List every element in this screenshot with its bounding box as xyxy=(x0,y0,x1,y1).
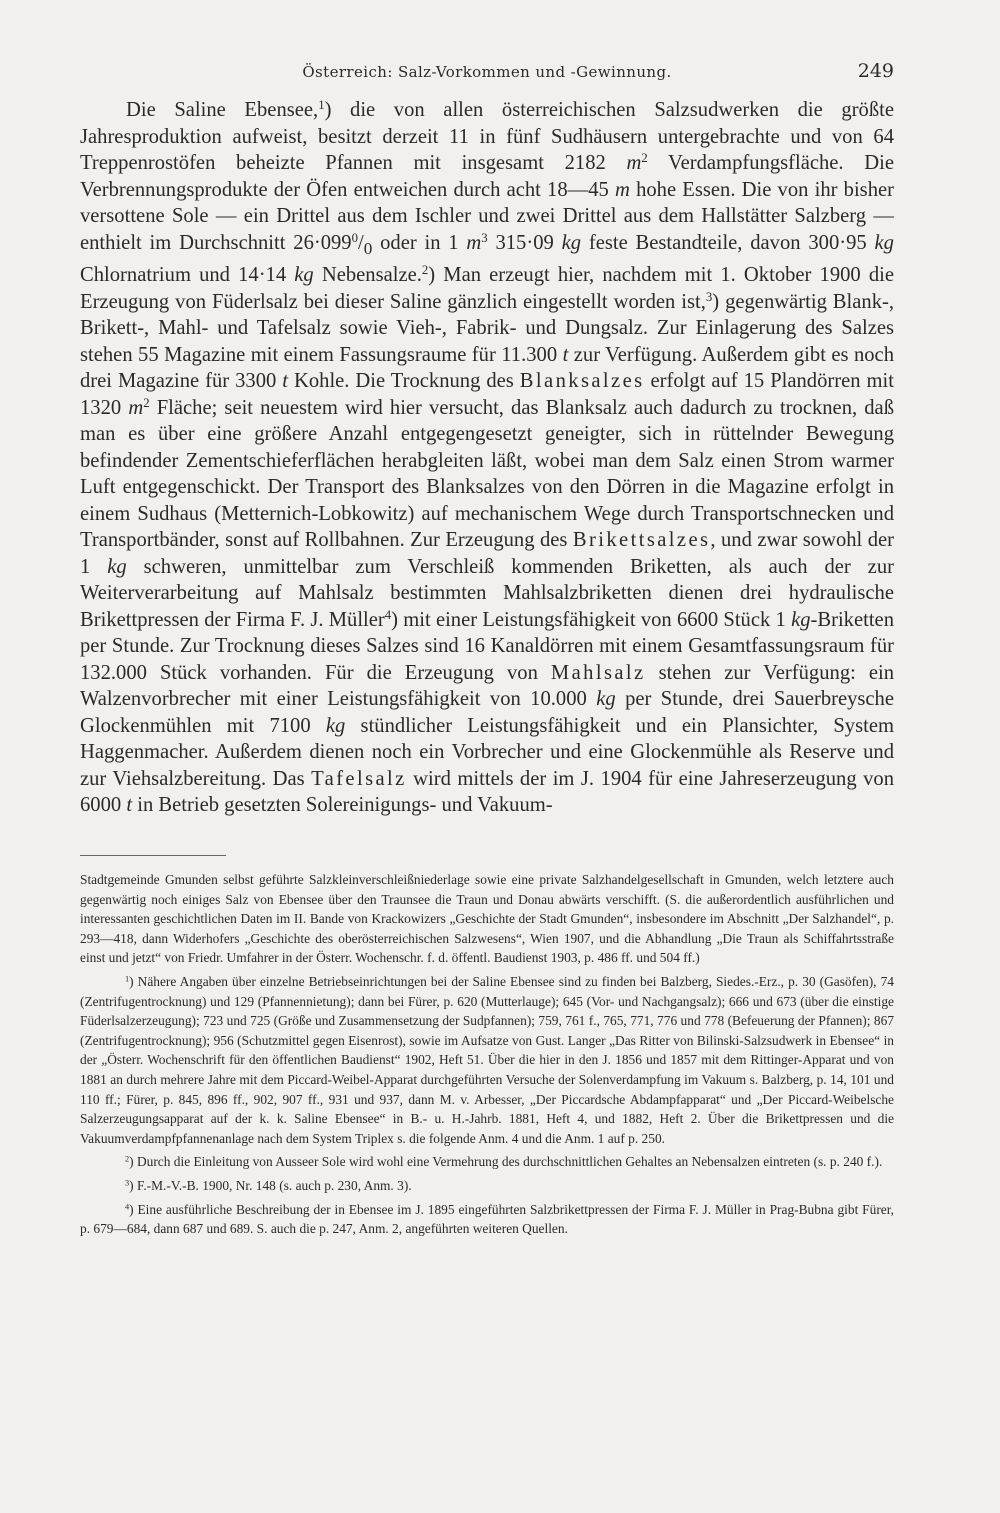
unit: kg xyxy=(561,231,582,254)
footnote-ref-3: 3 xyxy=(705,289,713,304)
unit: kg xyxy=(107,555,127,578)
text-run: stündlicher Leistungsfähigkeit und ein Plansichter, System Haggenmacher. Außerdem dienen noch ein Vorbrecher und eine Glockenmühle als Reserve und zur Viehsalzbereitung. Das xyxy=(80,714,895,790)
unit: t xyxy=(126,794,133,817)
main-text xyxy=(80,97,894,819)
footnote-text: ) Durch die Einleitung von Ausseer Sole wird wohl eine Vermehrung des durchschnittlichen Gehaltes an Nebensalzen eintreten (s. p. 240 f.). xyxy=(129,1154,883,1170)
text-run: schweren, unmittelbar zum Verschleiß kommenden Briketten, als auch der zur Weiterverarbeitung auf Mahlsalz bestimmten Mahlsalzbriketten dienen drei hydraulische Brikettpressen der Firma F. J. Müller xyxy=(80,555,894,631)
text-run: -Briketten per Stunde. Zur Trocknung dieses Salzes sind 16 Kanaldörren mit einem Gesamtfassungsraum für 132.000 Stück vorhanden. Für die Erzeugung von xyxy=(80,608,894,684)
spaced-term: Blanksalzes xyxy=(519,370,645,393)
unit: m xyxy=(626,152,642,174)
text-run: , und zwar sowohl der 1 xyxy=(80,529,894,578)
footnote-text: ) Nähere Angaben über einzelne Betriebseinrichtungen bei der Saline Ebensee sind zu finden bei Balzberg, Siedes.-Erz., p. 30 (Gasöfen), 74 (Zentrifugentrocknung) und 129 (Pfannennietung); dann bei Fürer, p. 620 (Mutterlauge); 645 (Vor- und Nachgangsalz); 666 und 673 (über die einstige Füderlsalzerzeugung); 723 und 725 (Größe und Zusammensetzung der Sudpfannen); 759, 761 f., 765, 771, 776 und 778 (Befeuerung der Pfannen); 867 (Zentrifugentrocknung); 956 (Schutzmittel gegen Eisenrost), sowie im Aufsatze von Gust. Langer „Das Ritter von Bilinski-Salzsudwerk in Ebensee“ in der „Österr. Wochenschrift für den öffentlichen Baudienst“ 1902, Heft 51. Über die hier in den J. 1856 und 1857 mit dem Rittinger-Apparat und von 1881 an durch mehrere Jahre mit dem Piccard-Weibel-Apparat durchgeführten Versuche der Solenverdampfung im Vakuum s. Balzberg, p. 14, 101 und 110 ff.; Fürer, p. 845, 896 ff., 902, 907 ff., 931 und 937, dann M. v. Arbesser, „Der Piccardsche Abdampfapparat“ und „Der Piccard-Weibelsche Salzerzeugungsapparat auf der k. k. Saline Ebensee“ in B.- u. H.-Jahrb. 1881, Heft 4, und 1882, Heft 2. Über die Brikettpressen und die Vakuumverdampfpfannenanlage nach dem System Triplex s. die folgende Anm. 4 und die Anm. 1 auf p. 250. xyxy=(80,973,894,1146)
footnote-mark: 3 xyxy=(125,1178,130,1188)
running-header xyxy=(80,60,894,84)
text-run: ) die von allen österreichischen Salzsudwerken die größte Jahresproduktion aufweist, besitzt derzeit 11 in fünf Sudhäusern untergebrachte und von 64 Treppenrostöfen beheizte Pfannen mit insgesamt 2182 xyxy=(80,99,894,174)
spaced-term: Brikettsalzes xyxy=(572,529,711,552)
unit: kg xyxy=(874,231,894,254)
text-run: Nebensalze. xyxy=(313,264,422,287)
text-run: zur Verfügung. Außerdem gibt es noch drei Magazine für 3300 xyxy=(80,343,894,393)
footnote-mark: 1 xyxy=(125,974,130,984)
text-run: ) mit einer Leistungsfähigkeit von 6600 Stück 1 xyxy=(391,608,786,631)
footnote-ref-2: 2 xyxy=(421,263,429,278)
footnote-3 xyxy=(80,1176,894,1196)
page-number: 249 xyxy=(857,60,894,82)
text-run: / xyxy=(358,231,364,254)
footnote-4 xyxy=(80,1200,894,1239)
footnote-text: ) F.-M.-V.-B. 1900, Nr. 148 (s. auch p. 230, Anm. 3). xyxy=(129,1177,412,1193)
text-run: in Betrieb gesetzten Solereinigungs- und Vakuum- xyxy=(132,794,553,817)
text-run: feste Bestandteile, davon 300·95 xyxy=(581,231,867,254)
superscript: 3 xyxy=(481,230,488,245)
text-run: Kohle. Die Trocknung des xyxy=(288,370,520,393)
footnote-text: ) Eine ausführliche Beschreibung der in Ebensee im J. 1895 eingeführten Salzbrikettpressen der Firma F. J. Müller in Prag-Bubna gibt Fürer, p. 679—684, dann 687 und 689. S. auch die p. 247, Anm. 2, angeführten weiteren Quellen. xyxy=(80,1201,894,1237)
unit: t xyxy=(562,343,569,366)
unit: kg xyxy=(791,608,811,631)
superscript: 0 xyxy=(351,230,358,245)
footnote-2 xyxy=(80,1152,894,1172)
text-run: wird mittels der im J. 1904 für eine Jahreserzeugung von 6000 xyxy=(80,767,895,817)
unit: m xyxy=(466,231,482,254)
text-run: ) gegenwärtig Blank-, Brikett-, Mahl- und Tafelsalz sowie Vieh-, Fabrik- und Dungsalz. Zur Einlagerung des Salzes stehen 55 Magazine mit einem Fassungsraume für 11.300 xyxy=(80,290,894,366)
unit: m xyxy=(615,178,630,201)
unit: kg xyxy=(325,714,346,737)
footnote-ref-4: 4 xyxy=(384,607,392,622)
footnote-1 xyxy=(80,972,894,1148)
paragraph xyxy=(80,97,894,819)
spaced-term: Mahlsalz xyxy=(550,661,646,684)
footnote-mark: 4 xyxy=(125,1201,130,1211)
text-run: per Stunde, drei Sauerbreysche Glockenmühlen mit 7100 xyxy=(80,688,894,737)
text-run: 315·09 xyxy=(487,231,554,254)
unit: kg xyxy=(596,688,616,711)
text-run: oder in 1 xyxy=(372,231,459,254)
footnotes xyxy=(80,870,894,1243)
text-run: Die Saline Ebensee, xyxy=(126,99,319,121)
footnote-mark: 2 xyxy=(125,1154,130,1164)
text-run: hohe Essen. Die von ihr bisher versottene Sole — ein Drittel aus dem Ischler und zwei Drittel aus dem Hallstätter Salzberg — enthielt im Durchschnitt 26·099 xyxy=(80,178,894,254)
running-title: Österreich: Salz-Vorkommen und -Gewinnung. xyxy=(302,63,672,81)
text-run: ) Man erzeugt hier, nachdem mit 1. Oktober 1900 die Erzeugung von Füderlsalz bei dieser Saline gänzlich eingestellt worden ist, xyxy=(80,264,895,313)
unit: m xyxy=(128,396,144,419)
superscript: 2 xyxy=(641,150,648,165)
footnote-continuation: Stadtgemeinde Gmunden selbst geführte Salzkleinverschleißniederlage sowie eine private Salzhandelgesellschaft in Gmunden, welch letztere auch gegenwärtig noch einiges Salz von Ebensee über den Traunsee die Traun und Donau abwärts verschifft. (S. die außerordentlich ausführlichen und interessanten geschichtlichen Daten im II. Bande von Krackowizers „Geschichte der Stadt Gmunden“, insbesondere im Abschnitt „Der Salzhandel“, p. 293—418, dann Widerhofers „Geschichte des oberösterreichischen Salzwesens“, Wien 1907, und die Abhandlung „Die Traun als Schiffahrtsstraße einst und jetzt“ von Friedr. Umfahrer in der Österr. Wochenschr. f. d. öffentl. Baudienst 1903, p. 486 ff. und 504 ff.) xyxy=(80,872,894,966)
text-run: stehen zur Verfügung: ein Walzenvorbrecher mit einer Leistungsfähigkeit von 10.000 xyxy=(80,661,895,711)
unit: kg xyxy=(294,264,314,287)
text-run: Verdampfungsfläche. Die Verbrennungsprodukte der Öfen entweichen durch acht 18—45 xyxy=(80,152,894,201)
footnote-ref-1: 1 xyxy=(318,97,325,112)
subscript: 0 xyxy=(363,238,373,258)
text-run: Chlornatrium und 14·14 xyxy=(80,264,287,287)
spaced-term: Tafelsalz xyxy=(311,767,407,790)
superscript: 2 xyxy=(143,395,150,410)
text-run: Fläche; seit neuestem wird hier versucht, das Blanksalz auch dadurch zu trocknen, daß man es über eine größere Anzahl entgegengesetzt geneigter, sich in rüttelnder Bewegung befindender Zementschieferflächen herabgleiten läßt, wobei man dem Salz einen Strom warmer Luft entgegenschickt. Der Transport des Blanksalzes von den Dörren in die Magazine erfolgt in einem Sudhaus (Metternich-Lobkowitz) auf mechanischem Wege durch Transportschnecken und Transportbänder, sonst auf Rollbahnen. Zur Erzeugung des xyxy=(80,396,894,552)
footnote-separator xyxy=(80,855,226,856)
text-run: erfolgt auf 15 Plandörren mit 1320 xyxy=(80,370,894,419)
unit: t xyxy=(282,370,289,393)
